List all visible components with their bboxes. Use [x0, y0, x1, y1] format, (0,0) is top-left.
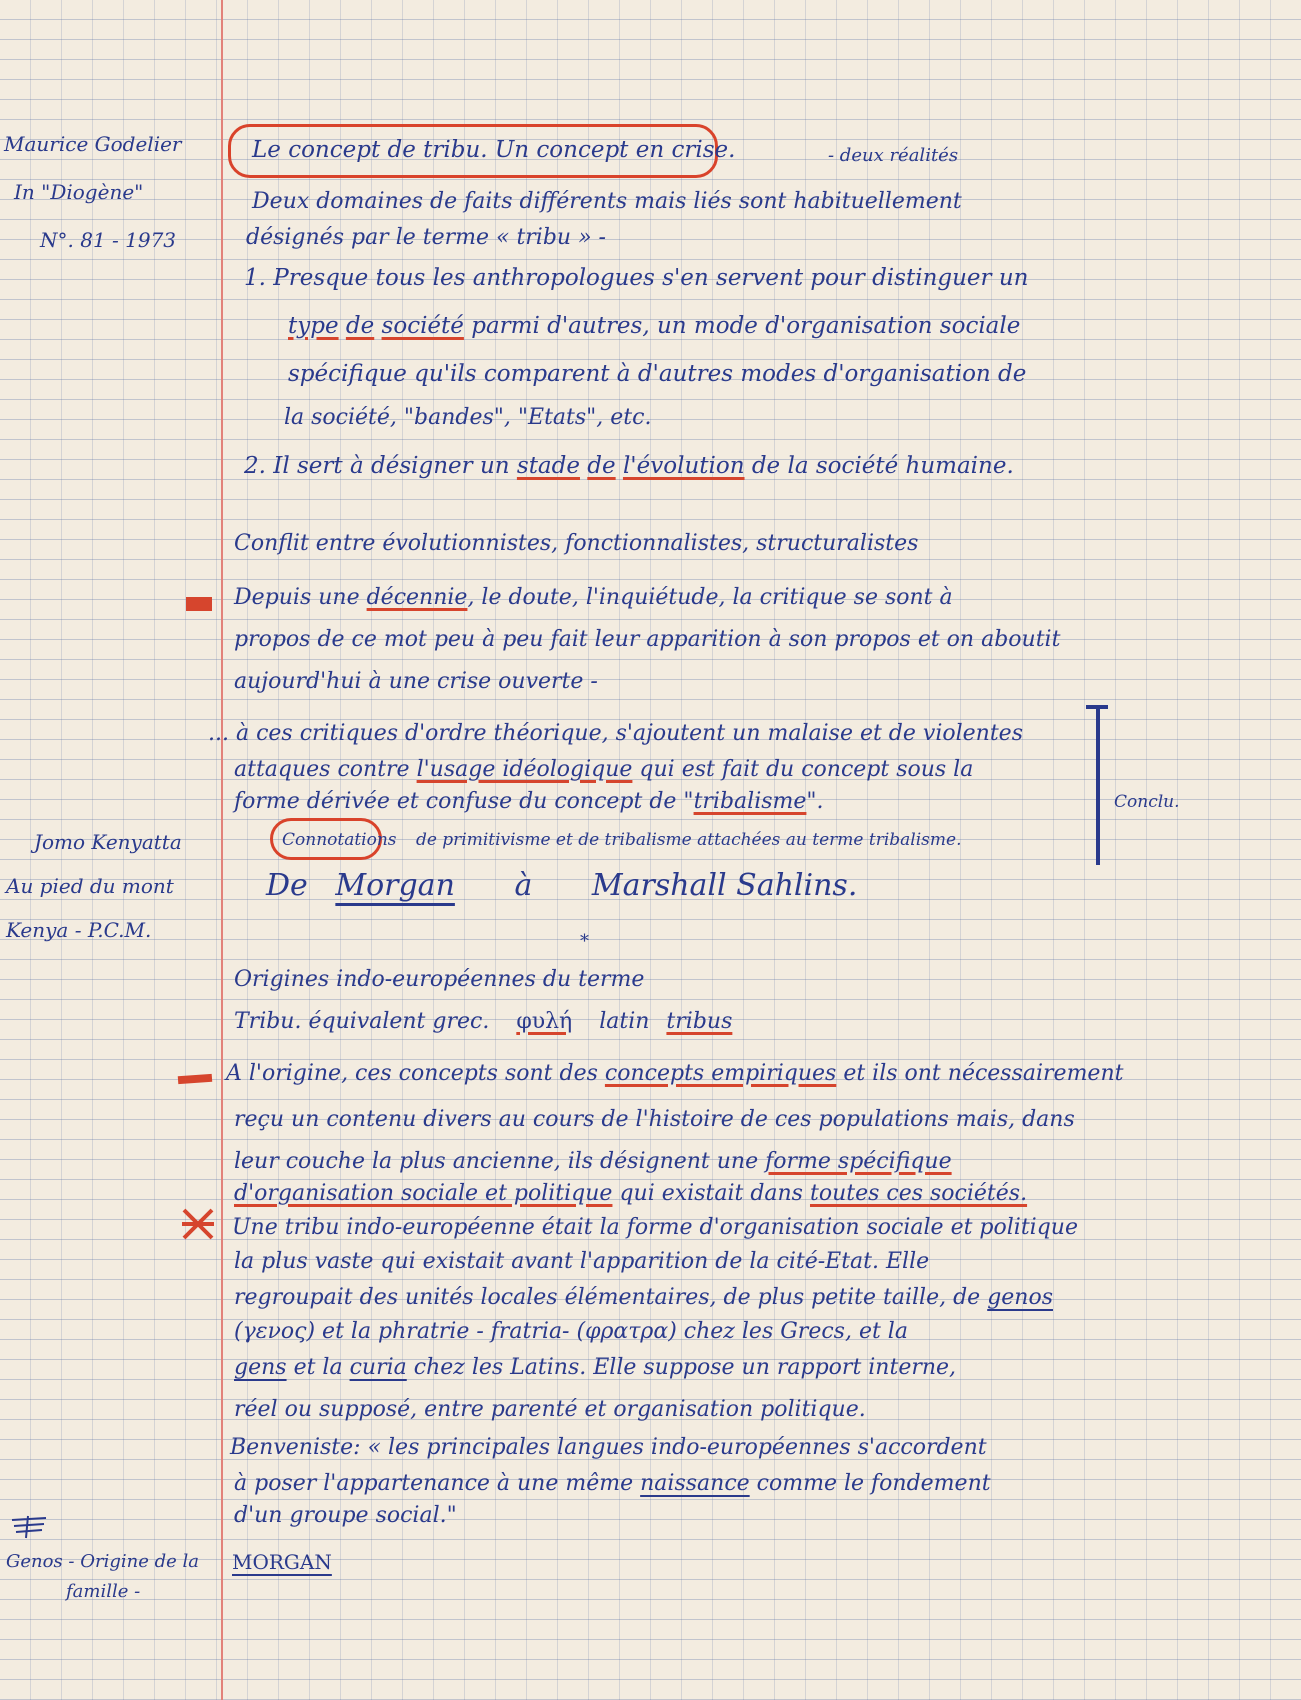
- margin-author-source: In "Diogène": [14, 180, 144, 204]
- text-line: spécifique qu'ils comparent à d'autres modes d'organisation de: [288, 361, 1027, 387]
- text-line: Deux domaines de faits différents mais liés sont habituellement: [252, 189, 962, 214]
- margin-kenyatta-name: Jomo Kenyatta: [34, 830, 182, 854]
- text-line: [234, 1354, 956, 1382]
- margin-famille-note: famille -: [66, 1581, 141, 1602]
- underlined-term: toutes ces sociétés.: [809, 1181, 1028, 1206]
- text-line: (γενος) et la phratrie - fratria- (φρατρα) chez les Grecs, et la: [234, 1319, 908, 1344]
- underlined-term: décennie: [366, 585, 468, 610]
- text-fragment: latin: [599, 1009, 650, 1034]
- greek-term: φυλή: [516, 1009, 573, 1034]
- text-line: Origines indo-européennes du terme: [234, 967, 645, 992]
- text-line: [234, 756, 973, 784]
- margin-author-name: Maurice Godelier: [4, 132, 182, 156]
- underlined-term: naissance: [640, 1471, 750, 1496]
- text-fragment: qui existait dans: [619, 1181, 803, 1206]
- text-fragment: ".: [806, 789, 824, 814]
- text-fragment: regroupait des unités locales élémentaires, de plus petite taille, de: [234, 1285, 981, 1310]
- underlined-term: forme spécifique: [765, 1149, 952, 1174]
- text-line: la société, "bandes", "Etats", etc.: [284, 405, 652, 430]
- text-fragment: forme dérivée et confuse du concept de ": [234, 789, 694, 814]
- text-fragment: à poser l'appartenance à une même: [234, 1471, 634, 1496]
- underlined-term: de: [587, 453, 616, 479]
- text-line: reçu un contenu divers au cours de l'histoire de ces populations mais, dans: [234, 1107, 1075, 1132]
- text-line: aujourd'hui à une crise ouverte -: [234, 669, 598, 694]
- text-line: [234, 1180, 1027, 1208]
- bracket-note: Conclu.: [1114, 792, 1180, 812]
- text-line: [234, 1008, 732, 1036]
- text-fragment: à: [514, 868, 533, 903]
- margin-author-number: N°. 81 - 1973: [40, 228, 177, 252]
- underlined-term: curia: [349, 1355, 407, 1380]
- text-fragment: et ils ont nécessairement: [843, 1061, 1124, 1086]
- underlined-term: d'organisation sociale et politique: [234, 1181, 613, 1206]
- text-line: Conflit entre évolutionnistes, fonctionnalistes, structuralistes: [234, 531, 919, 556]
- underlined-term: l'usage idéologique: [416, 757, 633, 782]
- margin-kenyatta-place: Kenya - P.C.M.: [6, 918, 152, 942]
- underlined-term: genos: [987, 1285, 1053, 1310]
- red-margin-mark: [186, 597, 212, 611]
- text-fragment: Marshall Sahlins: [591, 868, 848, 903]
- margin-kenyatta-title: Au pied du mont: [6, 874, 174, 898]
- underlined-term: tribus: [666, 1009, 733, 1034]
- text-line: [288, 312, 1020, 340]
- text-fragment: A l'origine, ces concepts sont des: [226, 1061, 598, 1086]
- text-line: Benveniste: « les principales langues indo-européennes s'accordent: [230, 1435, 987, 1460]
- text-fragment: chez les Latins. Elle suppose un rapport interne,: [413, 1355, 957, 1380]
- text-line: [234, 1470, 991, 1498]
- text-line: propos de ce mot peu à peu fait leur apparition à son propos et on aboutit: [234, 627, 1061, 652]
- text-fragment: comme le fondement: [756, 1471, 991, 1496]
- text-fragment: .: [847, 868, 858, 903]
- text-line: [234, 1284, 1053, 1312]
- text-line: Une tribu indo-européenne était la forme d'organisation sociale et politique: [232, 1215, 1078, 1240]
- text-fragment: leur couche la plus ancienne, ils désignent une: [234, 1149, 759, 1174]
- underlined-term: concepts empiriques: [604, 1061, 837, 1086]
- text-fragment: Depuis une: [234, 585, 360, 610]
- red-cross-mark: [180, 1206, 216, 1242]
- underlined-term: de: [345, 313, 375, 339]
- text-fragment: de primitivisme et de tribalisme attachées au terme tribalisme.: [415, 830, 962, 850]
- text-line: [226, 1060, 1123, 1088]
- text-fragment: attaques contre: [234, 757, 410, 782]
- margin-genos-note: Genos - Origine de la: [6, 1551, 199, 1572]
- text-line: réel ou supposé, entre parenté et organisation politique.: [234, 1397, 866, 1422]
- text-line: ... à ces critiques d'ordre théorique, s'ajoutent un malaise et de violentes: [208, 721, 1023, 746]
- text-line: [244, 452, 1014, 480]
- underlined-name: Morgan: [335, 868, 455, 903]
- underlined-term: tribalisme: [693, 789, 807, 814]
- margin-bracket: [1096, 705, 1100, 865]
- text-fragment: 2. Il sert à désigner un: [244, 453, 510, 479]
- text-fragment: De: [266, 868, 308, 903]
- heading-aside: - deux réalités: [828, 145, 959, 166]
- section-asterisk: *: [580, 931, 589, 952]
- underlined-term: gens: [234, 1355, 287, 1380]
- text-line: [234, 1148, 952, 1176]
- text-fragment: parmi d'autres, un mode d'organisation sociale: [471, 313, 1021, 339]
- scribble-mark: [10, 1514, 50, 1540]
- underlined-term: société: [381, 313, 464, 339]
- text-line: désignés par le terme « tribu » -: [246, 225, 606, 250]
- text-line: [266, 868, 857, 904]
- text-fragment: Connotations: [282, 830, 397, 850]
- text-fragment: Tribu. équivalent grec.: [234, 1009, 490, 1034]
- text-line: d'un groupe social.": [234, 1503, 457, 1528]
- heading-morgan: MORGAN: [232, 1550, 332, 1574]
- text-fragment: de la société humaine.: [751, 453, 1014, 479]
- text-line: [282, 826, 961, 854]
- text-fragment: qui est fait du concept sous la: [639, 757, 974, 782]
- underlined-term: l'évolution: [622, 453, 745, 479]
- text-line: [234, 788, 824, 816]
- text-fragment: , le doute, l'inquiétude, la critique se sont à: [467, 585, 953, 610]
- underlined-term: stade: [516, 453, 580, 479]
- text-line: 1. Presque tous les anthropologues s'en servent pour distinguer un: [244, 265, 1029, 291]
- text-line: [234, 584, 953, 612]
- text-fragment: et la: [293, 1355, 343, 1380]
- red-margin-mark: [178, 1074, 212, 1084]
- page-title: Le concept de tribu. Un concept en crise.: [252, 137, 736, 163]
- text-line: la plus vaste qui existait avant l'apparition de la cité-Etat. Elle: [234, 1249, 930, 1274]
- underlined-term: type: [288, 313, 339, 339]
